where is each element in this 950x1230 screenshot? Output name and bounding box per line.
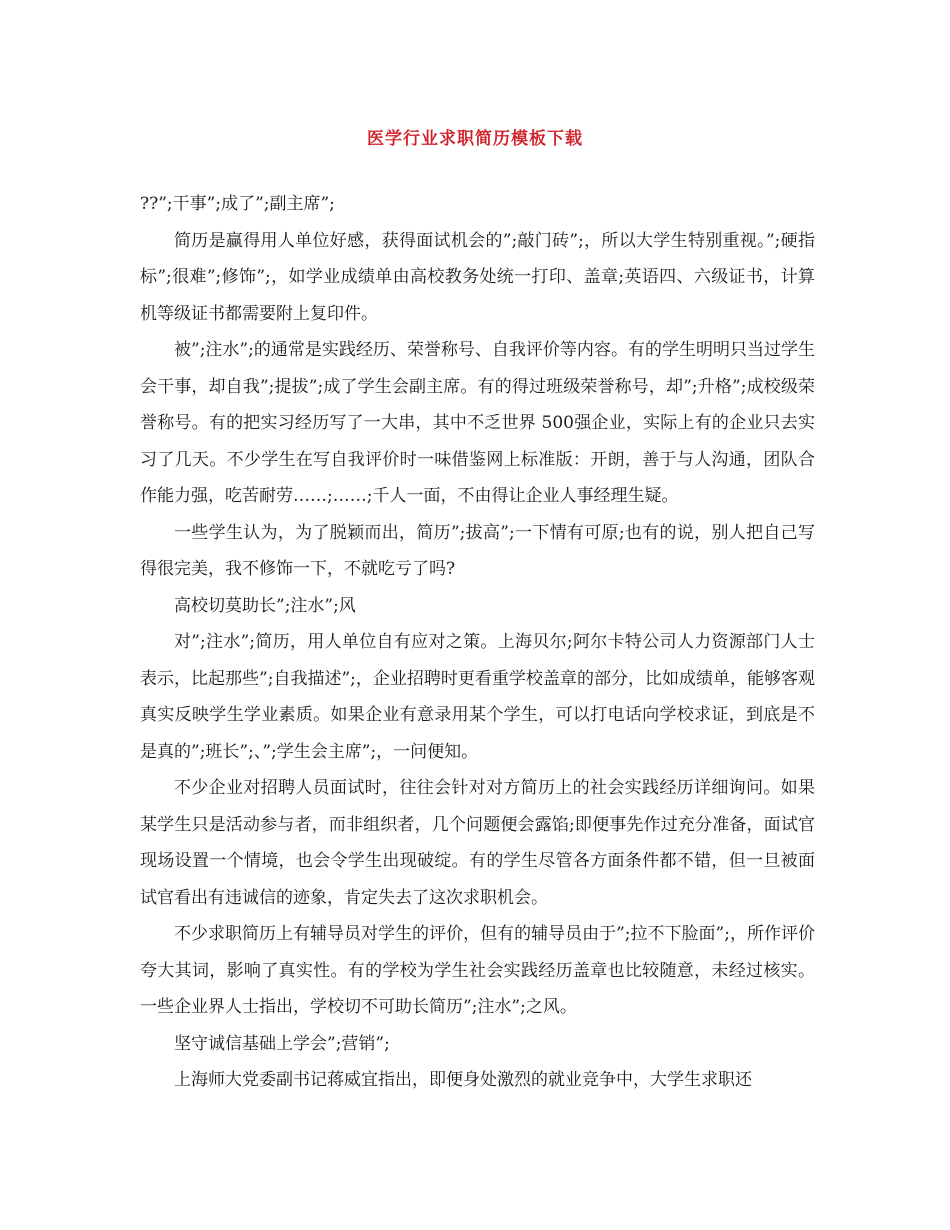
paragraph: ??”;干事”;成了”;副主席”; [140, 194, 335, 214]
paragraph: 简历是赢得用人单位好感，获得面试机会的”;敲门砖”;，所以大学生特别重视。”;硬指标”;很难”;修饰”;，如学业成绩单由高校教务处统一打印、盖章;英语四、六级证书，计算机等级证书都需要附上复印件。 [140, 230, 815, 324]
document-body [140, 186, 815, 1099]
section-heading: 高校切莫助长”;注水”;风 [174, 595, 356, 616]
section-heading: 坚守诚信基础上学会”;营销”; [174, 1033, 390, 1054]
paragraph: 一些学生认为，为了脱颖而出，简历”;拔高”;一下情有可原;也有的说，别人把自己写得很完美，我不修饰一下，不就吃亏了吗? [140, 522, 815, 579]
paragraph: 上海师大党委副书记蒋威宜指出，即便身处激烈的就业竞争中，大学生求职还 [174, 1070, 752, 1090]
paragraph: 不少求职简历上有辅导员对学生的评价，但有的辅导员由于”;拉不下脸面”;，所作评价夸大其词，影响了真实性。有的学校为学生社会实践经历盖章也比较随意，未经过核实。 一些企业界人士指出，学校切不可助长简历”;注水”;之风。 [140, 924, 815, 1017]
paragraph: 不少企业对招聘人员面试时，往往会针对对方简历上的社会实践经历详细询问。如果某学生只是活动参与者，而非组织者，几个问题便会露馅;即便事先作过充分准备，面试官现场设置一个情境，也会令学生出现破绽。有的学生尽管各方面条件都不错，但一旦被面试官看出有违诚信的迹象，肯定失去了这次求职机会。 [140, 778, 815, 908]
paragraph: 对”;注水”;简历，用人单位自有应对之策。上海贝尔;阿尔卡特公司人力资源部门人士表示，比起那些”;自我描述”;，企业招聘时更看重学校盖章的部分，比如成绩单，能够客观真实反映学生学业素质。如果企业有意录用某个学生，可以打电话向学校求证，到底是不是真的”;班长”;、”;学生会主席”;，一问便知。 [140, 632, 815, 762]
paragraph: 被”;注水”;的通常是实践经历、荣誉称号、自我评价等内容。有的学生明明只当过学生会干事，却自我”;提拔”;成了学生会副主席。有的得过班级荣誉称号，却”;升格”;成校级荣誉称号。有的把实习经历写了一大串，其中不乏世界 500强企业，实际上有的企业只去实习了几天。不少学生在写自我评价时一味借鉴网上标准版：开朗，善于与人沟通，团队合作能力强，吃苦耐劳……;……;千人一面，不由得让企业人事经理生疑。 [140, 340, 815, 506]
document-title: 医学行业求职简历模板下载 [367, 129, 583, 149]
